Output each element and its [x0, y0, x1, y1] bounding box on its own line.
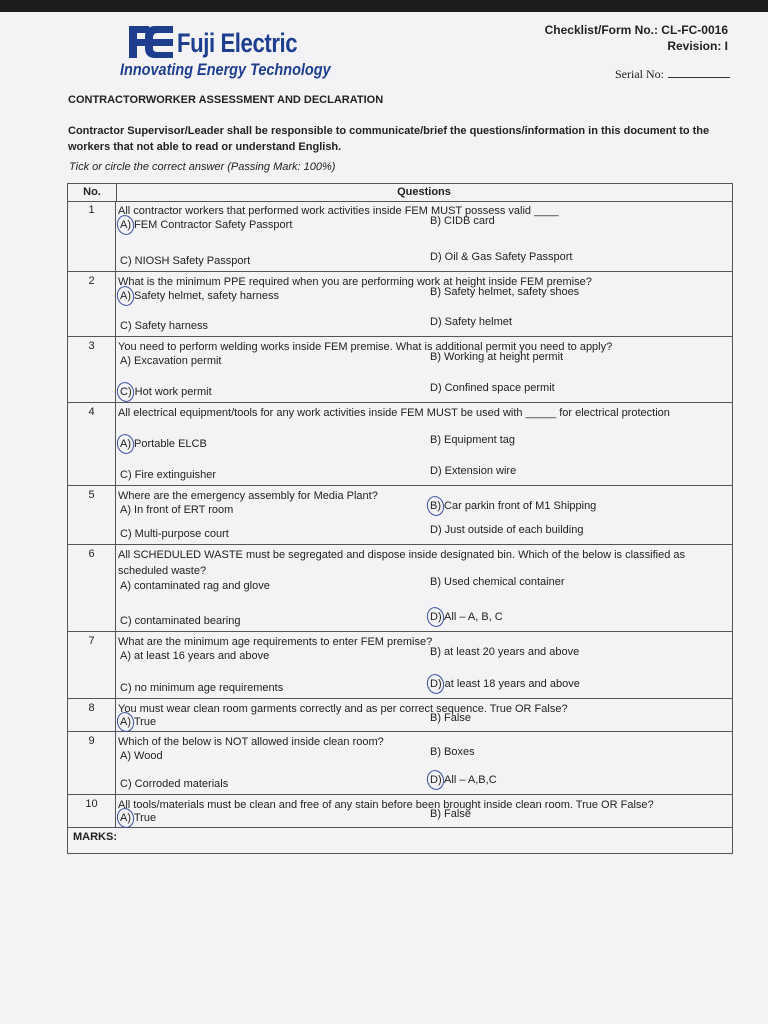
option[interactable]: C) no minimum age requirements: [120, 682, 284, 694]
option[interactable]: D) Safety helmet: [430, 316, 512, 328]
question-row: [68, 337, 732, 403]
question-number: 10: [68, 795, 116, 827]
option[interactable]: C) Multi-purpose court: [120, 528, 229, 540]
handwritten-tick-icon: [425, 768, 447, 792]
question-text: All electrical equipment/tools for any work activities inside FEM MUST be used with _____ for electrical protection: [118, 407, 670, 419]
question-text: All SCHEDULED WASTE must be segregated and dispose inside designated bin. Which of the below is classified as scheduled waste?: [118, 549, 685, 577]
handwritten-tick-icon: [115, 380, 137, 404]
handwritten-tick-icon: [425, 605, 447, 629]
option[interactable]: B) False: [430, 808, 471, 820]
question-number: 6: [68, 545, 116, 631]
question-text: Which of the below is NOT allowed inside clean room?: [118, 736, 384, 748]
option[interactable]: A) In front of ERT room: [120, 504, 234, 516]
serial-number: [615, 67, 730, 82]
option[interactable]: D) Just outside of each building: [430, 524, 584, 536]
logo-name: Fuji Electric: [177, 28, 298, 58]
header-no: No.: [68, 184, 117, 201]
option[interactable]: D) Extension wire: [430, 465, 517, 477]
option[interactable]: C) Safety harness: [120, 320, 209, 332]
question-number: 3: [68, 337, 116, 402]
question-number: 8: [68, 699, 116, 731]
question-text: You need to perform welding works inside FEM premise. What is additional permit you need to apply?: [118, 341, 613, 353]
question-row: [68, 201, 732, 272]
question-number: 2: [68, 272, 116, 336]
option-ticked[interactable]: D) All – A,B,C: [430, 774, 497, 786]
handwritten-tick-icon: [425, 672, 447, 696]
serial-label: Serial No:: [615, 67, 664, 81]
question-row: [68, 486, 732, 545]
option-ticked[interactable]: A) Portable ELCB: [120, 438, 207, 450]
question-row: [68, 403, 732, 486]
header-questions: Questions: [397, 186, 451, 198]
option[interactable]: B) Safety helmet, safety shoes: [430, 286, 580, 298]
option-ticked[interactable]: D) All – A, B, C: [430, 611, 503, 623]
option[interactable]: C) NIOSH Safety Passport: [120, 255, 251, 267]
option[interactable]: B) Equipment tag: [430, 434, 515, 446]
question-number: 7: [68, 632, 116, 698]
form-number-block: [545, 22, 728, 54]
option[interactable]: C) Fire extinguisher: [120, 469, 216, 481]
handwritten-tick-icon: [115, 432, 137, 456]
scan-top-edge: [0, 0, 768, 12]
question-text: Where are the emergency assembly for Media Plant?: [118, 490, 378, 502]
question-number: 1: [68, 201, 116, 271]
question-text: What are the minimum age requirements to enter FEM premise?: [118, 636, 433, 648]
instruction-text: Tick or circle the correct answer (Passing Mark: 100%): [69, 161, 336, 173]
option[interactable]: B) Working at height permit: [430, 351, 564, 363]
option[interactable]: D) Oil & Gas Safety Passport: [430, 251, 573, 263]
question-text: You must wear clean room garments correctly and as per correct sequence. True OR False?: [118, 703, 568, 715]
tagline: Innovating Energy Technology: [120, 60, 331, 79]
option-ticked[interactable]: C) Hot work permit: [120, 386, 212, 398]
option-ticked[interactable]: A) True: [120, 716, 156, 728]
questions-table: [67, 183, 733, 854]
serial-blank: [668, 77, 730, 78]
marks-row: [68, 823, 732, 853]
question-number: 5: [68, 486, 116, 544]
intro-text: Contractor Supervisor/Leader shall be responsible to communicate/brief the questions/information in this document to the workers that not able to read or understand English.: [68, 125, 710, 153]
option-ticked[interactable]: A) Safety helmet, safety harness: [120, 290, 279, 302]
option[interactable]: B) False: [430, 712, 471, 724]
revision: Revision: I: [667, 39, 728, 53]
option[interactable]: D) Confined space permit: [430, 382, 555, 394]
question-row: [68, 699, 732, 732]
option-ticked[interactable]: B) Car parkin front of M1 Shipping: [430, 500, 596, 512]
question-row: [68, 732, 732, 795]
option[interactable]: A) Wood: [120, 750, 163, 762]
question-number: 4: [68, 403, 116, 485]
marks-label: MARKS:: [73, 831, 117, 843]
question-text: All contractor workers that performed work activities inside FEM MUST possess valid ____: [118, 205, 559, 217]
form-number: Checklist/Form No.: CL-FC-0016: [544, 23, 728, 37]
option-ticked[interactable]: A) True: [120, 812, 156, 824]
option[interactable]: C) Corroded materials: [120, 778, 229, 790]
question-text: What is the minimum PPE required when you are performing work at height inside FEM premise?: [118, 276, 592, 288]
table-header-row: [68, 184, 732, 202]
question-row: [68, 632, 732, 699]
fuji-fe-logo-icon: [127, 24, 175, 60]
option-ticked[interactable]: A) FEM Contractor Safety Passport: [120, 219, 292, 231]
option[interactable]: B) Boxes: [430, 746, 475, 758]
option[interactable]: C) contaminated bearing: [120, 615, 241, 627]
question-number: 9: [68, 732, 116, 794]
option[interactable]: A) at least 16 years and above: [120, 650, 270, 662]
question-text: All tools/materials must be clean and free of any stain before been brought inside clean room. True OR False?: [118, 799, 654, 811]
question-row: [68, 272, 732, 337]
option[interactable]: B) at least 20 years and above: [430, 646, 580, 658]
option[interactable]: B) Used chemical container: [430, 576, 565, 588]
option[interactable]: B) CIDB card: [430, 215, 495, 227]
option[interactable]: A) contaminated rag and glove: [120, 580, 270, 592]
option[interactable]: A) Excavation permit: [120, 355, 222, 367]
question-row: [68, 545, 732, 632]
document-title: CONTRACTORWORKER ASSESSMENT AND DECLARATION: [68, 94, 384, 106]
option-ticked[interactable]: D) at least 18 years and above: [430, 678, 580, 690]
